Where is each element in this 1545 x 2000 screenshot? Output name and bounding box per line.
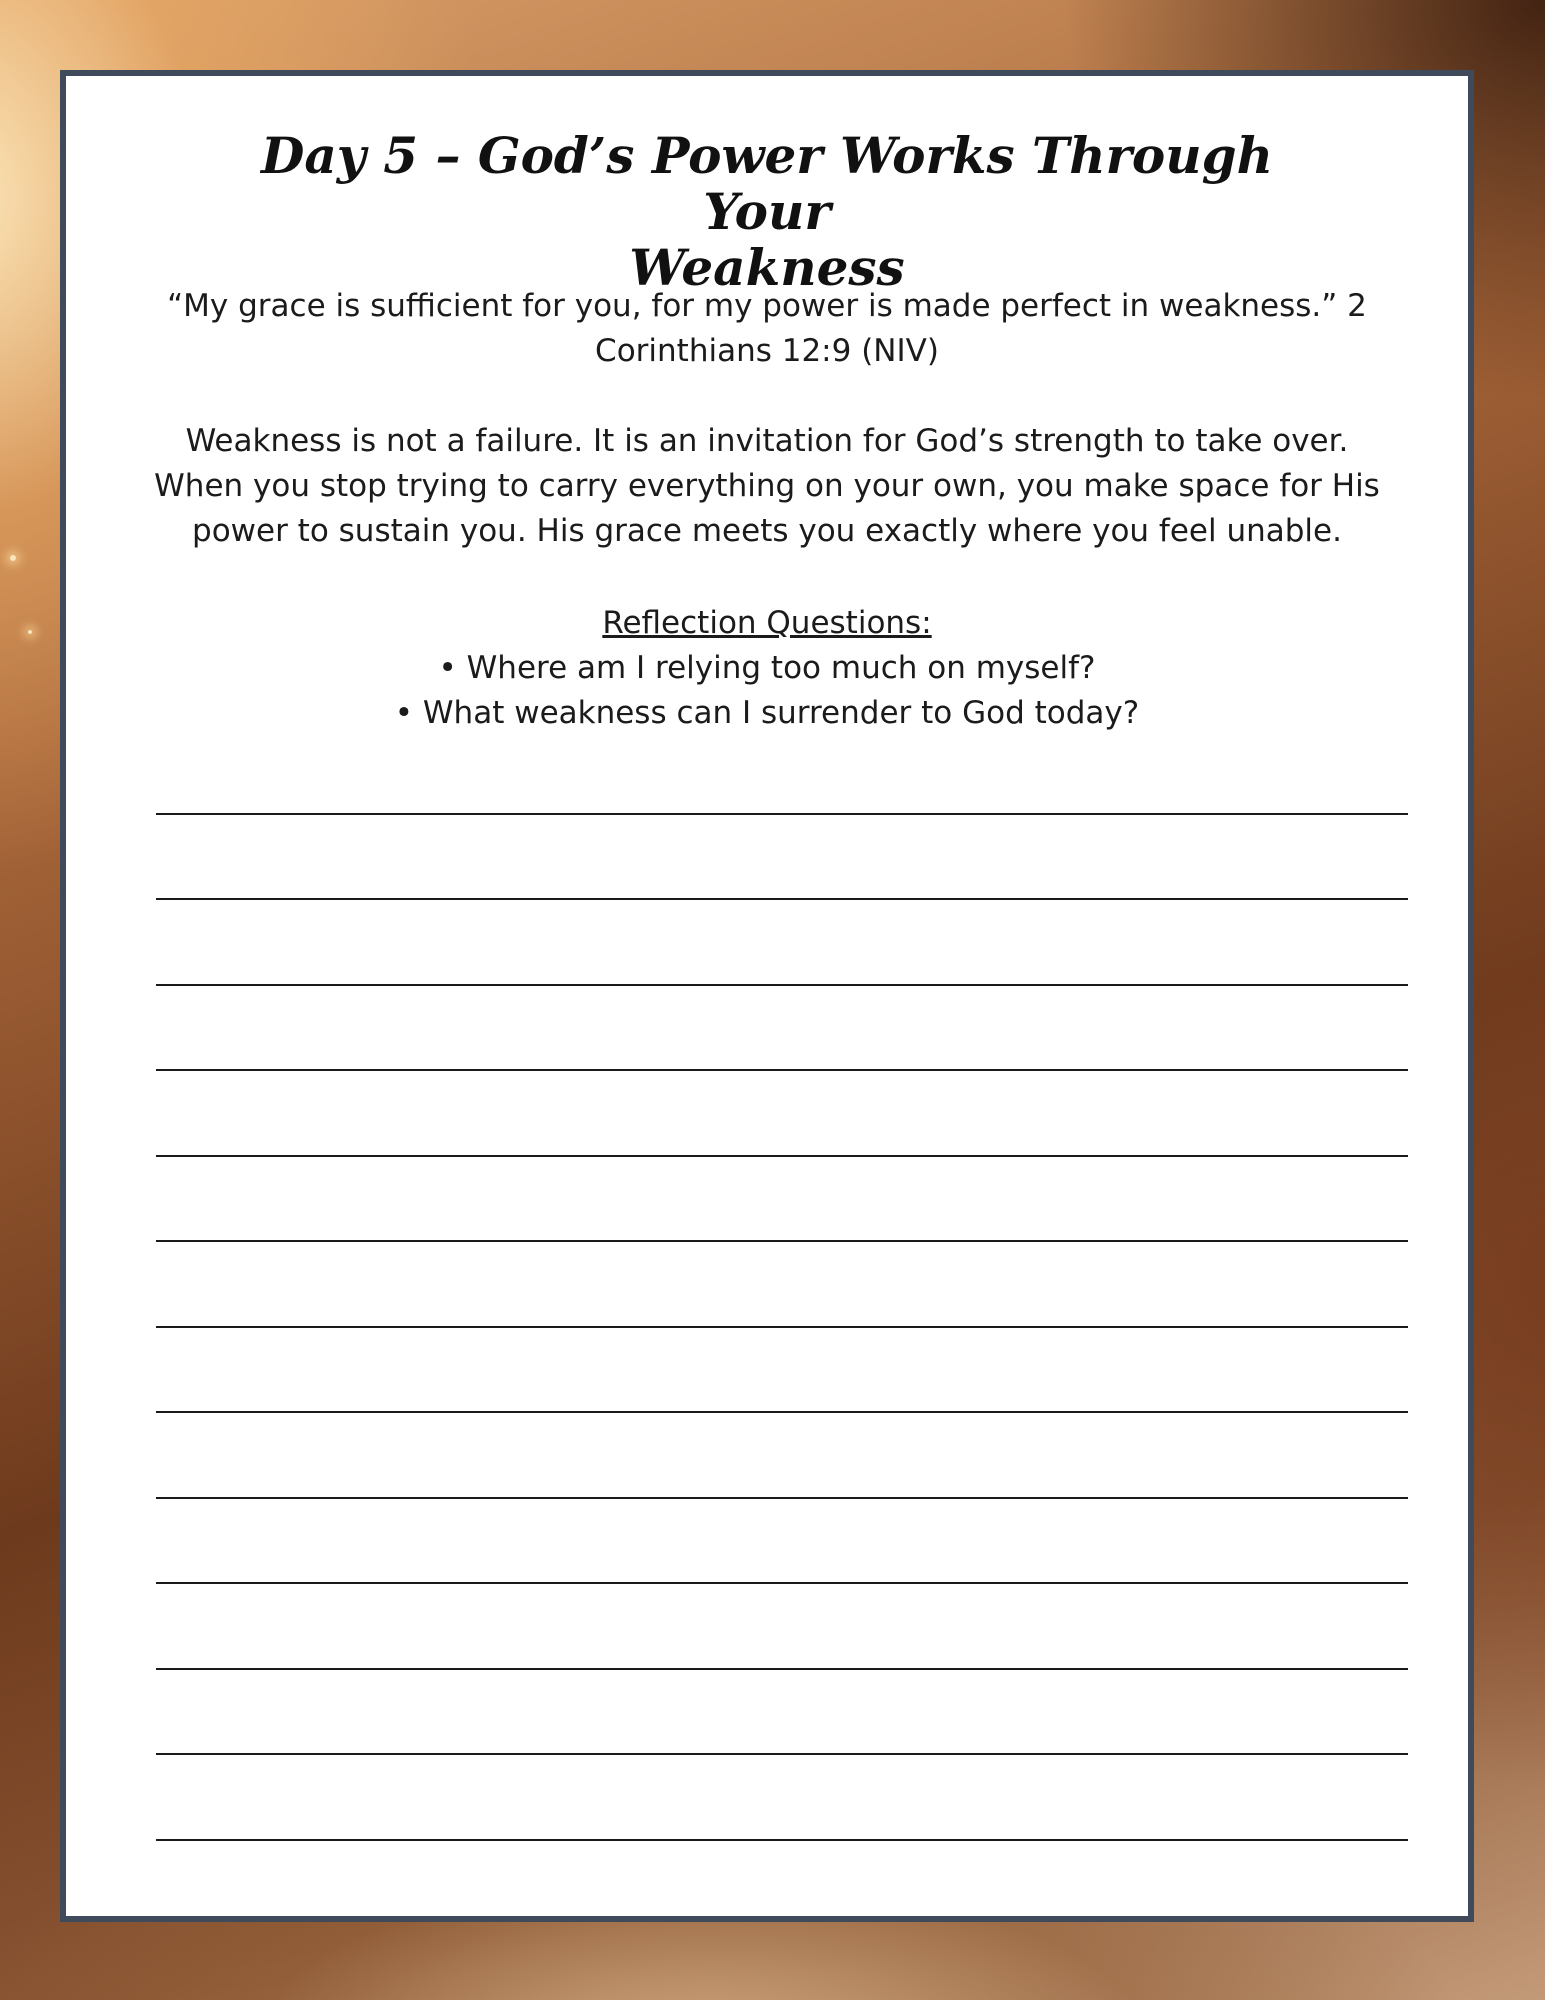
writing-line[interactable] — [156, 1839, 1408, 1841]
reflection-line-1: Weakness is not a failure. It is an invitation for God’s strength to take over. — [185, 423, 1349, 459]
reflection-line-2: When you stop trying to carry everything on your own, you make space for His — [154, 468, 1380, 504]
writing-line[interactable] — [156, 1582, 1408, 1584]
page-title-line-1: Day 5 – God’s Power Works Through Your — [261, 126, 1273, 241]
writing-line[interactable] — [156, 1668, 1408, 1670]
writing-line[interactable] — [156, 1240, 1408, 1242]
reflection-line-3: power to sustain you. His grace meets you exactly where you feel unable. — [192, 513, 1342, 549]
question-item: • Where am I relying too much on myself? — [438, 650, 1096, 686]
writing-line[interactable] — [156, 1326, 1408, 1328]
writing-line[interactable] — [156, 813, 1408, 815]
writing-line[interactable] — [156, 898, 1408, 900]
reflection-paragraph — [146, 419, 1388, 554]
page-title-line-2: Weakness — [629, 238, 905, 297]
journal-page — [60, 70, 1474, 1922]
verse-line-2: Corinthians 12:9 (NIV) — [595, 333, 939, 369]
background-sparkle — [10, 555, 16, 561]
page-title — [66, 128, 1468, 296]
writing-line[interactable] — [156, 1155, 1408, 1157]
questions-heading: Reflection Questions: — [602, 605, 932, 641]
scripture-verse — [146, 284, 1388, 374]
question-item: • What weakness can I surrender to God today? — [394, 695, 1140, 731]
writing-line[interactable] — [156, 984, 1408, 986]
writing-line[interactable] — [156, 1497, 1408, 1499]
verse-line-1: “My grace is sufficient for you, for my power is made perfect in weakness.” 2 — [167, 288, 1367, 324]
writing-line[interactable] — [156, 1069, 1408, 1071]
background-sparkle — [28, 630, 32, 634]
writing-line[interactable] — [156, 1411, 1408, 1413]
writing-line[interactable] — [156, 1753, 1408, 1755]
